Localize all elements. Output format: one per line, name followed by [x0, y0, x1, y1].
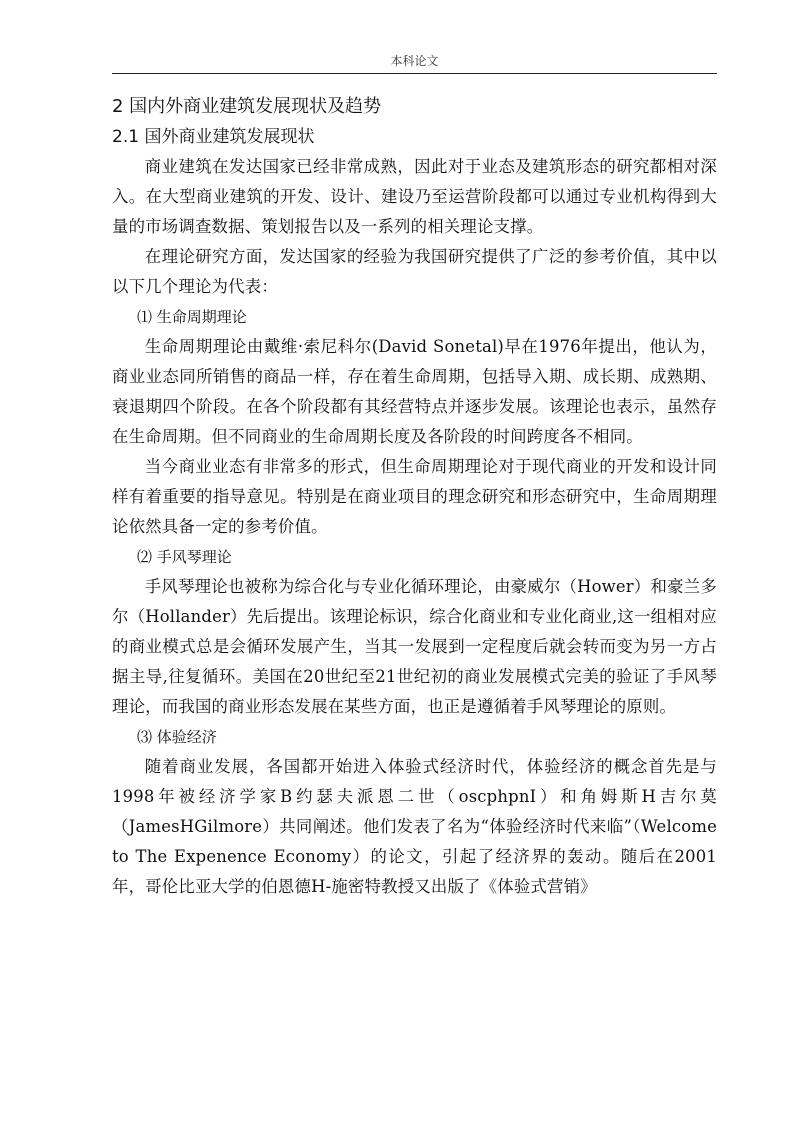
paragraph-experience-economy: 随着商业发展，各国都开始进入体验式经济时代，体验经济的概念首先是与1998年被经济学家B约瑟夫派恩二世（oscphpnI）和角姆斯H吉尔莫（JamesHGilmore）共同阐述。他们发表了名为“体验经济时代来临”（Welcome to The Expenence Economy）的论文，引起了经济界的轰动。随后在2001年，哥伦比亚大学的伯恩德H-施密特教授又出版了《体验式营销》 — [112, 757, 717, 896]
list-item-life-cycle: ⑴ 生命周期理论 — [137, 308, 247, 326]
paragraph-accordion: 手风琴理论也被称为综合化与专业化循环理论，由豪威尔（Hower）和豪兰多尔（Hollander）先后提出。该理论标识，综合化商业和专业化商业,这一组相对应的商业模式总是会循环发展产生，当其一发展到一定程度后就会转而变为另一方占据主导,往复循环。美国在20世纪至21世纪初的商业发展模式完美的验证了手风琴理论，而我国的商业形态发展在某些方面，也正是遵循着手风琴理论的原则。 — [112, 577, 717, 716]
paragraph-life-cycle-value: 当今商业业态有非常多的形式，但生命周期理论对于现代商业的开发和设计同样有着重要的指导意见。特别是在商业项目的理念研究和形态研究中，生命周期理论依然具备一定的参考价值。 — [112, 457, 717, 536]
header-rule — [112, 73, 717, 74]
paragraph-life-cycle: 生命周期理论由戴维·索尼科尔(David Sonetal)早在1976年提出，他认为，商业业态同所销售的商品一样，存在着生命周期，包括导入期、成长期、成熟期、衰退期四个阶段。在各个阶段都有其经营特点并逐步发展。该理论也表示，虽然存在生命周期。但不同商业的生命周期长度及各阶段的时间跨度各不相同。 — [112, 337, 717, 446]
paragraph-theory-overview: 在理论研究方面，发达国家的经验为我国研究提供了广泛的参考价值，其中以以下几个理论为代表： — [112, 247, 717, 296]
list-item-accordion: ⑵ 手风琴理论 — [137, 548, 232, 566]
paragraph-intro: 商业建筑在发达国家已经非常成熟，因此对于业态及建筑形态的研究都相对深入。在大型商业建筑的开发、设计、建设乃至运营阶段都可以通过专业机构得到大量的市场调查数据、策划报告以及一系列的相关理论支撑。 — [112, 157, 717, 236]
page-content — [112, 92, 717, 902]
list-item-experience-economy: ⑶ 体验经济 — [137, 728, 217, 746]
page-header: 本科论文 — [390, 54, 439, 68]
subsection-heading: 2.1 国外商业建筑发展现状 — [112, 127, 315, 147]
section-heading: 2 国内外商业建筑发展现状及趋势 — [112, 96, 382, 117]
